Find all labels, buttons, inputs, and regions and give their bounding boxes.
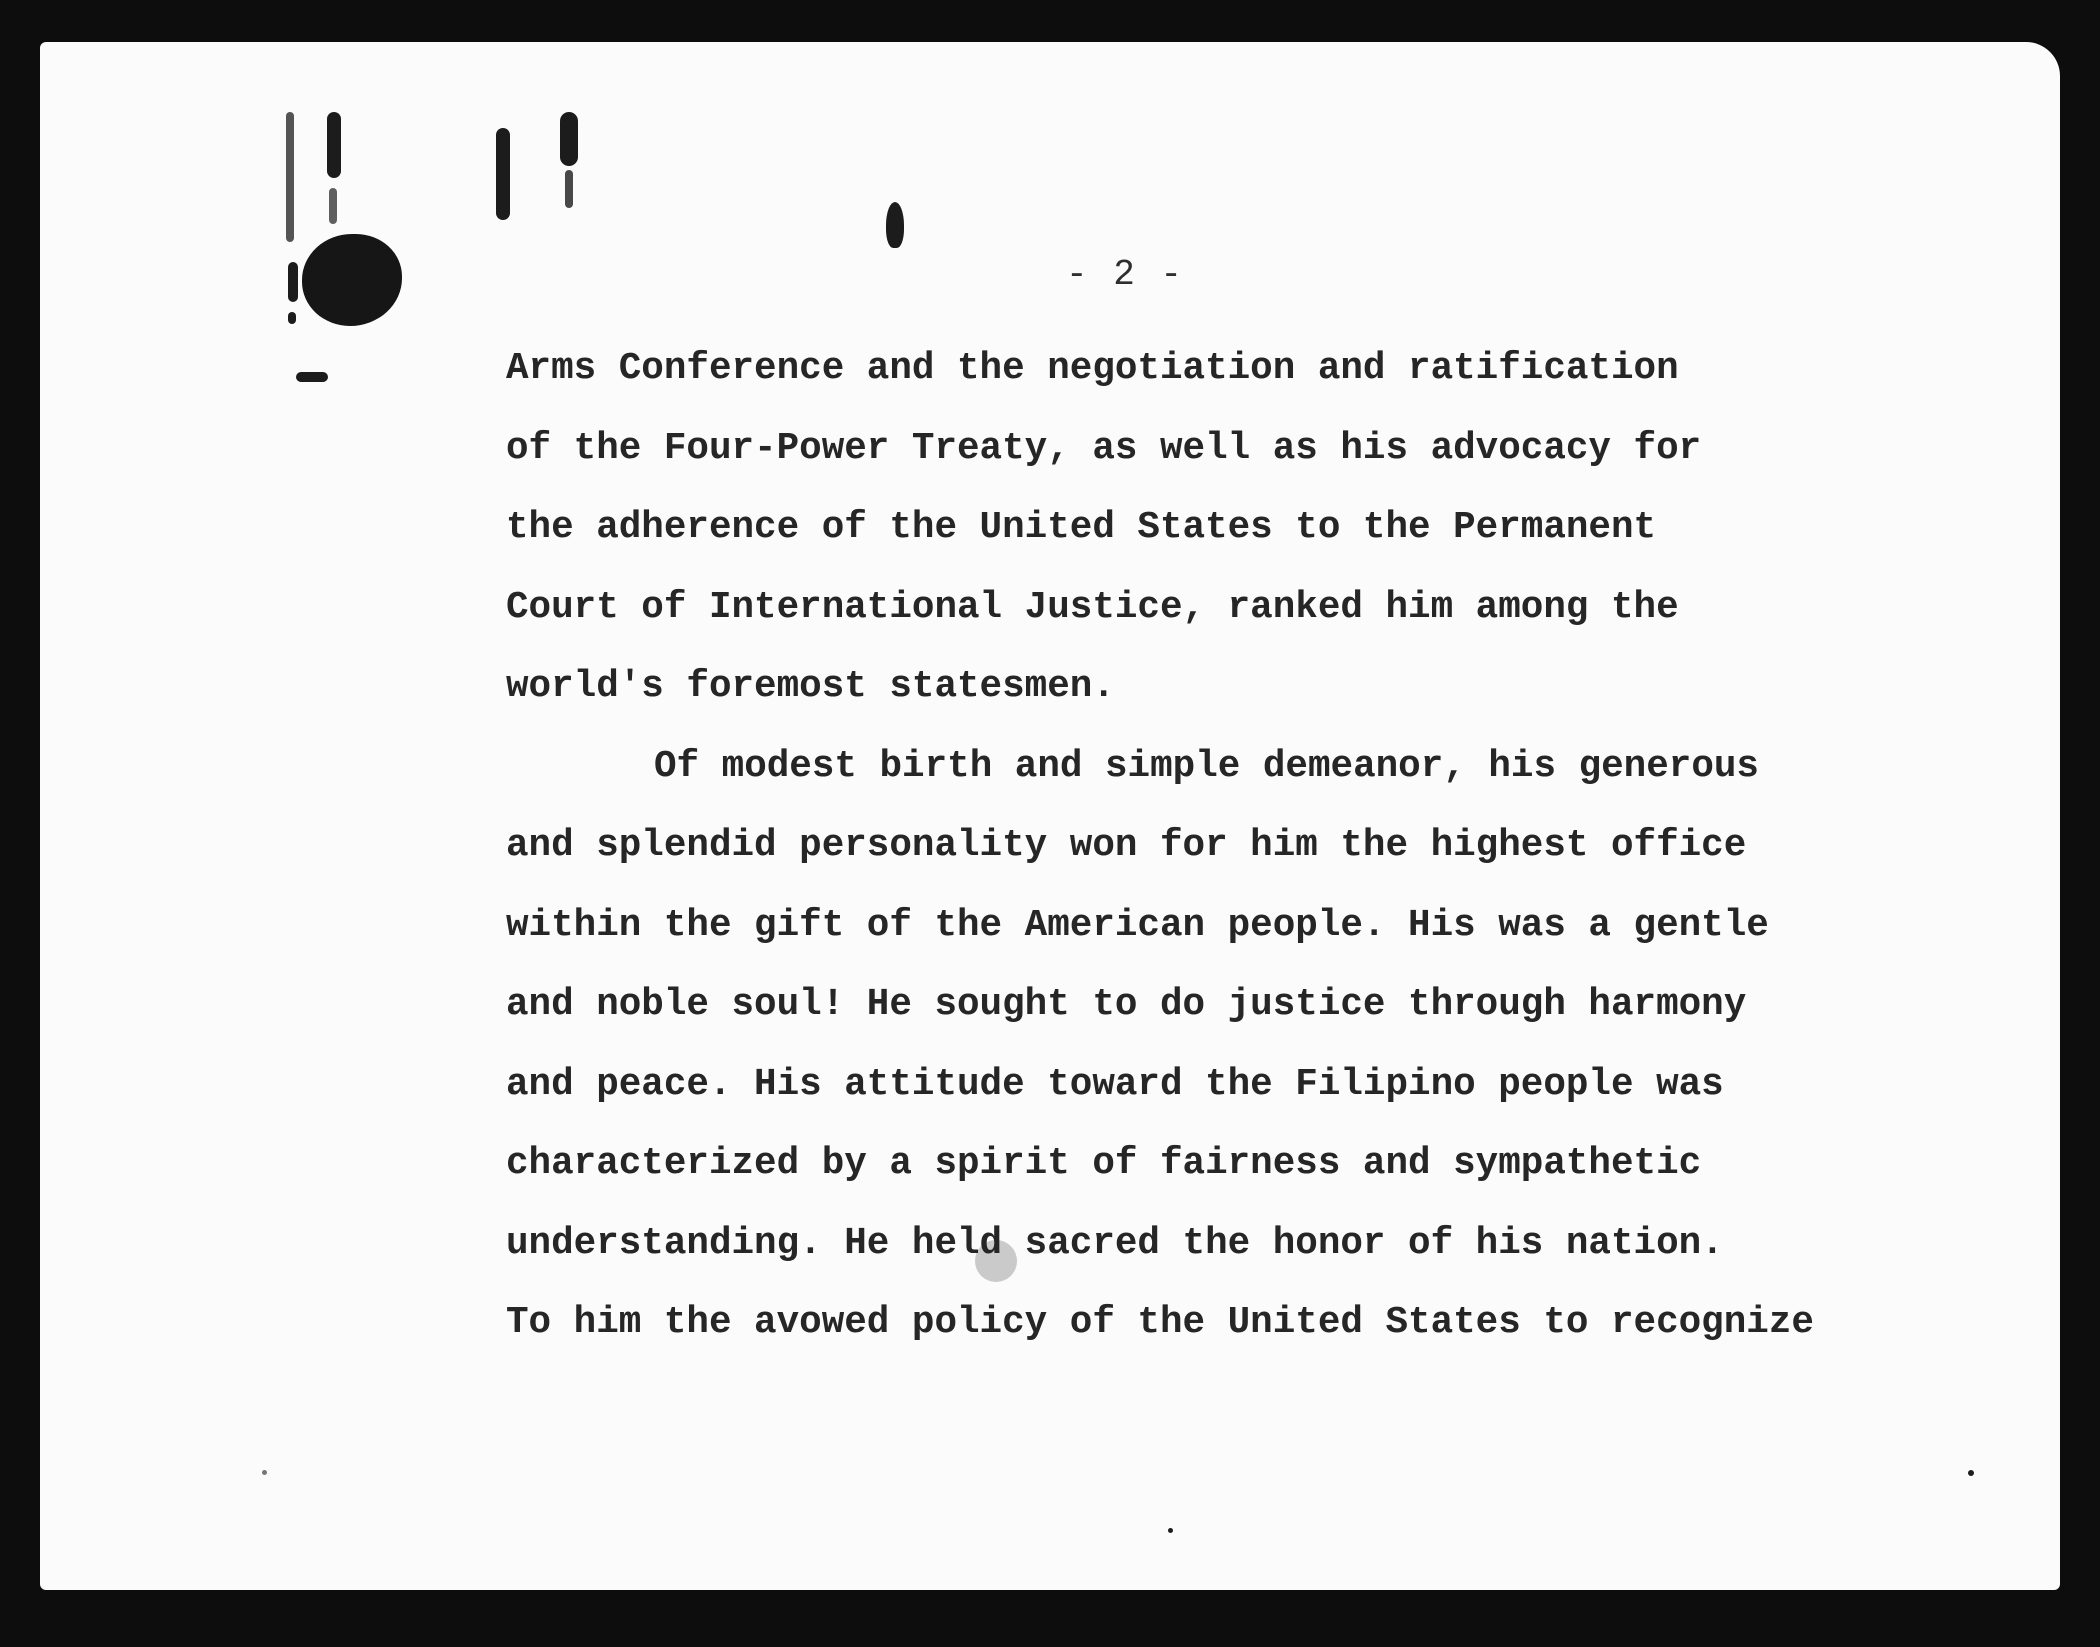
letter-body — [506, 330, 1926, 1364]
text-line: To him the avowed policy of the United States to recognize — [506, 1302, 1814, 1344]
ink-dot — [1168, 1528, 1173, 1533]
ink-mark — [286, 112, 294, 242]
paper-sheet — [40, 42, 2060, 1590]
text-line: characterized by a spirit of fairness and sympathetic — [506, 1143, 1702, 1185]
text-line: and noble soul! He sought to do justice through harmony — [506, 984, 1747, 1026]
ink-mark — [565, 170, 573, 208]
text-line: of the Four-Power Treaty, as well as his advocacy for — [506, 427, 1702, 470]
ink-mark — [288, 262, 298, 302]
text-line: understanding. He held sacred the honor of his nation. — [506, 1222, 1724, 1265]
page-number: - 2 - — [1065, 254, 1185, 295]
text-line: the adherence of the United States to the Permanent — [506, 507, 1657, 549]
text-line: within the gift of the American people. His was a gentle — [506, 904, 1769, 947]
ink-mark — [329, 188, 337, 224]
ink-dot — [262, 1470, 267, 1475]
ink-mark — [886, 202, 904, 248]
ink-blot-large — [302, 234, 402, 326]
ink-dot — [1968, 1470, 1974, 1476]
paragraph — [506, 330, 1926, 728]
text-line: Arms Conference and the negotiation and ratification — [506, 348, 1679, 390]
ink-mark — [288, 312, 296, 324]
text-line: world's foremost statesmen. — [506, 666, 1115, 708]
ink-mark — [327, 112, 341, 178]
ink-mark — [296, 372, 328, 382]
ink-mark — [496, 128, 510, 220]
text-line: Court of International Justice, ranked him among the — [506, 586, 1679, 629]
text-line: and peace. His attitude toward the Filipino people was — [506, 1063, 1724, 1106]
paragraph — [506, 728, 1926, 1364]
ink-mark — [560, 112, 578, 166]
text-line: Of modest birth and simple demeanor, his generous — [654, 745, 1759, 788]
text-line: and splendid personality won for him the highest office — [506, 825, 1747, 867]
